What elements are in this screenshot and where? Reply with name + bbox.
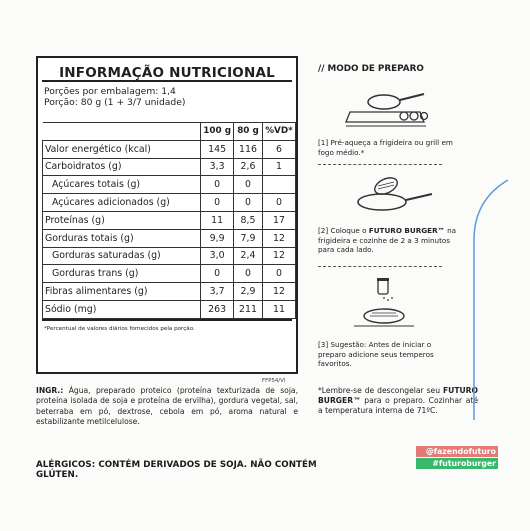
row-value-80g: 0 — [234, 176, 263, 194]
portions-per-package: Porções por embalagem: 1,4 — [44, 86, 176, 97]
row-value-80g: 7,9 — [234, 229, 263, 247]
row-value-vd: 0 — [263, 194, 296, 212]
ingredients-list: Água, preparado proteico (proteína texturizada de soja, proteína isolada de soja e proteína de ervilha), gordura vegetal, sal, beterraba em pó, dextrose, cebola em pó, aroma natural e estabilizante metilcelulose. — [36, 386, 298, 427]
row-value-100g: 145 — [201, 140, 234, 158]
row-value-100g: 3,7 — [201, 283, 234, 301]
ingredients-text — [36, 386, 298, 428]
row-value-vd: 12 — [263, 283, 296, 301]
thaw-note-product: FUTURO BURGER™ — [318, 386, 478, 406]
row-value-100g: 3,0 — [201, 247, 234, 265]
nutrition-table-box — [36, 56, 298, 374]
table-row — [43, 194, 296, 212]
table-row — [43, 247, 296, 265]
prep-step-1: [1] Pré-aqueça a frigideira ou grill em fogo médio.* — [318, 138, 453, 157]
prep-step-2 — [318, 226, 458, 255]
prep-step-3: [3] Sugestão: Antes de iniciar o preparo adicione seus temperos favoritos. — [318, 340, 434, 369]
step-divider — [318, 164, 442, 165]
burger-in-pan-icon — [344, 174, 434, 216]
row-value-100g: 0 — [201, 194, 234, 212]
row-value-vd: 12 — [263, 229, 296, 247]
row-label: Proteínas (g) — [43, 211, 201, 229]
thaw-note — [318, 386, 478, 417]
row-value-vd: 6 — [263, 140, 296, 158]
nutrition-table — [42, 122, 296, 319]
row-value-80g: 2,4 — [234, 247, 263, 265]
row-label: Gorduras trans (g) — [43, 265, 201, 283]
header-80g: 80 g — [234, 123, 263, 141]
thaw-note-text-b: para o preparo. Cozinhar até a temperatura interna de 71ºC. — [318, 396, 478, 416]
frying-pan-stove-icon — [344, 86, 428, 130]
row-label: Açúcares adicionados (g) — [43, 194, 201, 212]
header-blank — [43, 123, 201, 141]
row-value-100g: 0 — [201, 265, 234, 283]
row-label: Açúcares totais (g) — [43, 176, 201, 194]
row-value-vd: 0 — [263, 265, 296, 283]
row-value-vd: 12 — [263, 247, 296, 265]
row-label: Valor energético (kcal) — [43, 140, 201, 158]
row-value-80g: 8,5 — [234, 211, 263, 229]
table-row — [43, 283, 296, 301]
row-value-80g: 211 — [234, 300, 263, 318]
row-value-100g: 9,9 — [201, 229, 234, 247]
table-row — [43, 140, 296, 158]
row-value-100g: 263 — [201, 300, 234, 318]
portion-info — [42, 82, 292, 122]
label-code: FFP54/VI — [262, 378, 286, 384]
decorative-blue-curve — [470, 180, 510, 420]
header-100g: 100 g — [201, 123, 234, 141]
table-row — [43, 211, 296, 229]
row-value-100g: 3,3 — [201, 158, 234, 176]
row-value-80g: 2,6 — [234, 158, 263, 176]
seasoning-burger-icon — [348, 278, 428, 330]
row-value-80g: 116 — [234, 140, 263, 158]
row-value-vd: 17 — [263, 211, 296, 229]
prep-step-2-text-b: na frigideira e cozinhe de 2 a 3 minutos para cada lado. — [318, 226, 457, 255]
table-row — [43, 158, 296, 176]
row-value-vd: 11 — [263, 300, 296, 318]
social-handle-tag: @fazendofuturo — [416, 446, 498, 457]
step-divider — [318, 266, 442, 267]
row-value-100g: 11 — [201, 211, 234, 229]
table-row — [43, 300, 296, 318]
allergen-warning: ALÉRGICOS: CONTÉM DERIVADOS DE SOJA. NÃO CONTÉM GLÚTEN. — [36, 460, 317, 480]
row-label: Gorduras saturadas (g) — [43, 247, 201, 265]
vd-footnote: *Percentual de valores diários fornecidos pela porção. — [42, 319, 292, 337]
ingredients-label: INGR.: — [36, 386, 64, 395]
prep-title: // MODO DE PREPARO — [318, 64, 424, 74]
portion-size: Porção: 80 g (1 + 3/7 unidade) — [44, 97, 186, 108]
header-vd: %VD* — [263, 123, 296, 141]
row-value-80g: 2,9 — [234, 283, 263, 301]
table-row — [43, 229, 296, 247]
nutrition-title: INFORMAÇÃO NUTRICIONAL — [42, 58, 292, 82]
prep-step-2-product: FUTURO BURGER™ — [368, 226, 445, 235]
row-label: Carboidratos (g) — [43, 158, 201, 176]
row-value-100g: 0 — [201, 176, 234, 194]
table-row — [43, 176, 296, 194]
row-label: Fibras alimentares (g) — [43, 283, 201, 301]
row-value-vd — [263, 176, 296, 194]
social-hashtag-tag: #futuroburger — [416, 458, 498, 469]
table-header-row — [43, 123, 296, 141]
prep-step-2-text-a: [2] Coloque o — [318, 226, 369, 235]
table-row — [43, 265, 296, 283]
row-value-vd: 1 — [263, 158, 296, 176]
row-label: Gorduras totais (g) — [43, 229, 201, 247]
thaw-note-text-a: *Lembre-se de descongelar seu — [318, 386, 443, 395]
row-label: Sódio (mg) — [43, 300, 201, 318]
row-value-80g: 0 — [234, 265, 263, 283]
row-value-80g: 0 — [234, 194, 263, 212]
